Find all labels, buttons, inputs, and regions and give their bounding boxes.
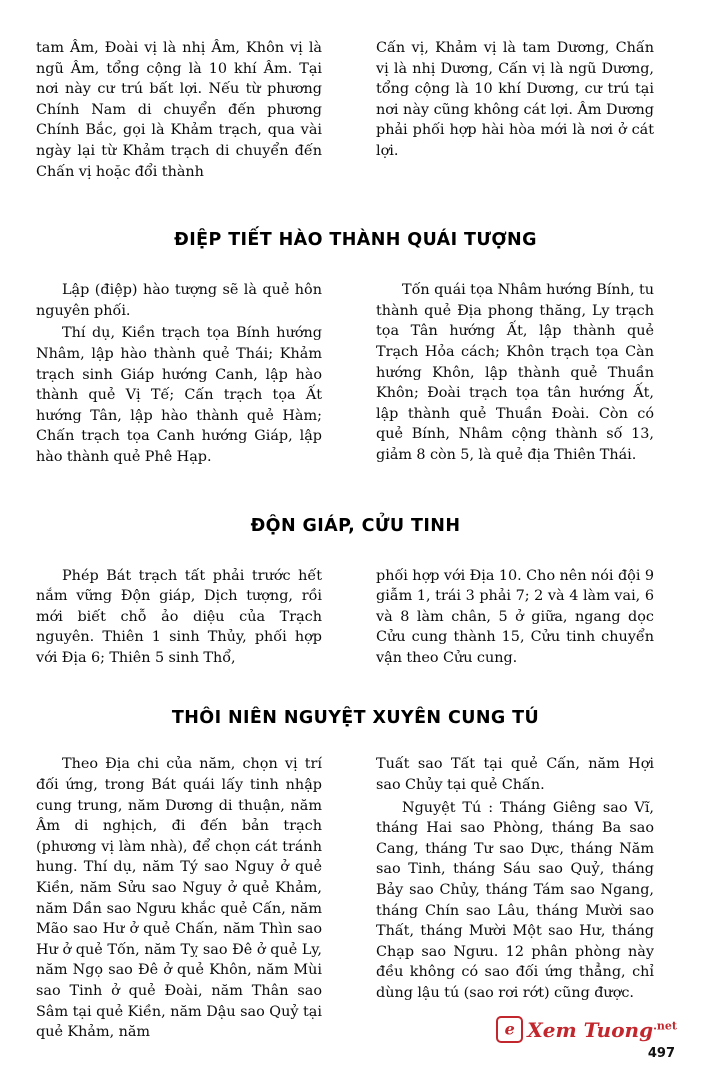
spacer <box>36 470 675 516</box>
spacer <box>36 184 675 230</box>
section-heading-don-giap-cuu-tinh: ĐỘN GIÁP, CỬU TINH <box>250 515 461 536</box>
watermark-suffix: .net <box>653 1018 677 1032</box>
column-left <box>36 566 336 671</box>
section-heading-thoi-nien-nguyet: THÔI NIÊN NGUYỆT XUYÊN CUNG TÚ <box>171 708 540 729</box>
watermark-label: Xem Tuong <box>527 1017 654 1042</box>
paragraph: phối hợp với Địa 10. Cho nên nói đội 9 giẫm 1, trái 3 phải 7; 2 và 4 làm vai, 6 và 8 làm chân, 5 ở giữa, ngang dọc Cửu cung thành 15, Cửu tinh chuyển vận theo Cửu cung. <box>376 567 654 666</box>
column-right <box>354 38 654 164</box>
watermark-text <box>527 1018 677 1042</box>
paragraph: Nguyệt Tú : Tháng Giêng sao Vĩ, tháng Hai sao Phòng, tháng Ba sao Cang, tháng Tư sao Dực, tháng Năm sao Tinh, tháng Sáu sao Quỷ, tháng Bảy sao Chủy, tháng Tám sao Ngang, tháng Chín sao Lâu, tháng Mười sao Thất, tháng Mười Một sao Hư, tháng Chạp sao Ngưu. 12 phân phòng này đều không có sao đối ứng thẳng, chỉ dùng lậu tú (sao rơi rớt) cũng được. <box>376 799 654 1001</box>
paragraph: Theo Địa chi của năm, chọn vị trí đối ứng, trong Bát quái lấy tinh nhập cung trung, năm Dương di thuận, năm Âm di nghịch, đi đến bản trạch (phương vị làm nhà), để chọn cát tránh hung. Thí dụ, năm Tý sao Nguy ở quẻ Kiền, năm Sửu sao Nguy ở quẻ Khảm, năm Dần sao Ngưu khắc quẻ Cấn, năm Mão sao Hư ở quẻ Chấn, năm Thìn sao Hư ở quẻ Tốn, năm Tỵ sao Đê ở quẻ Ly, năm Ngọ sao Đê ở quẻ Khôn, năm Mùi sao Tinh ở quẻ Đoài, năm Thân sao Sâm tại quẻ Kiền, năm Dậu sao Quỷ tại quẻ Khảm, năm <box>36 756 322 1041</box>
paragraph: Cấn vị, Khảm vị là tam Dương, Chấn vị là nhị Dương, Cấn vị là ngũ Dương, tổng cộng là 10 khí Dương, cư trú tại nơi này cũng không cát lợi. Âm Dương phải phối hợp hài hòa mới là nơi ở cát lợi. <box>376 40 654 159</box>
spacer <box>36 670 675 708</box>
section-thoi-nien-nguyet <box>36 754 675 1044</box>
paragraph: Thí dụ, Kiền trạch tọa Bính hướng Nhâm, lập hào thành quẻ Thái; Khảm trạch sinh Giáp hướng Canh, lập hào thành quẻ Vị Tế; Cấn trạch tọa Ất hướng Tân, lập hào thành quẻ Hàm; Chấn trạch tọa Canh hướng Giáp, lập hào thành quẻ Phê Hạp. <box>36 325 322 465</box>
section-heading-diep-tiet-hao: ĐIỆP TIẾT HÀO THÀNH QUÁI TƯỢNG <box>174 230 537 251</box>
watermark-logo <box>496 1016 677 1043</box>
section-heading-wrap <box>36 516 675 536</box>
section-heading-wrap <box>36 708 675 728</box>
page-number: 497 <box>647 1046 675 1061</box>
section-diep-tiet-hao <box>36 280 675 469</box>
paragraph: Tuất sao Tất tại quẻ Cấn, năm Hợi sao Chủy tại quẻ Chấn. <box>376 756 654 794</box>
column-right <box>354 566 654 671</box>
section-heading-wrap <box>36 230 675 250</box>
column-right <box>354 754 654 1005</box>
column-left <box>36 280 336 469</box>
column-left <box>36 38 336 184</box>
paragraph: tam Âm, Đoài vị là nhị Âm, Khôn vị là ngũ Âm, tổng cộng là 10 khí Âm. Tại nơi này cư trú bất lợi. Nếu từ phương Chính Nam di chuyển đến phương Chính Bắc, gọi là Khảm trạch, qua vài ngày lại từ Khảm trạch di chuyển đến Chấn vị hoặc đổi thành <box>36 40 322 180</box>
spacer <box>36 250 675 280</box>
column-left <box>36 754 336 1044</box>
spacer <box>36 728 675 754</box>
section-don-giap-cuu-tinh <box>36 566 675 671</box>
column-right <box>354 280 654 467</box>
paragraph: Phép Bát trạch tất phải trước hết nắm vững Độn giáp, Dịch tượng, rồi mới biết chỗ ảo diệu của Trạch nguyên. Thiên 1 sinh Thủy, phối hợp với Địa 6; Thiên 5 sinh Thổ, <box>36 567 322 666</box>
paragraph: Lập (điệp) hào tượng sẽ là quẻ hôn nguyên phối. <box>36 282 322 319</box>
paragraph: Tốn quái tọa Nhâm hướng Bính, tu thành quẻ Địa phong thăng, Ly trạch tọa Tân hướng Ất, lập thành quẻ Trạch Hỏa cách; Khôn trạch tọa Càn hướng Khôn, lập thành quẻ Thuần Khôn; Đoài trạch tọa tân hướng Ất, lập thành quẻ Thuần Đoài. Còn có quẻ Bính, Nhâm cộng thành số 13, giảm 8 còn 5, là quẻ địa Thiên Thái. <box>376 282 654 463</box>
watermark-badge-icon <box>496 1016 523 1043</box>
section-intro <box>36 38 675 184</box>
spacer <box>36 536 675 566</box>
